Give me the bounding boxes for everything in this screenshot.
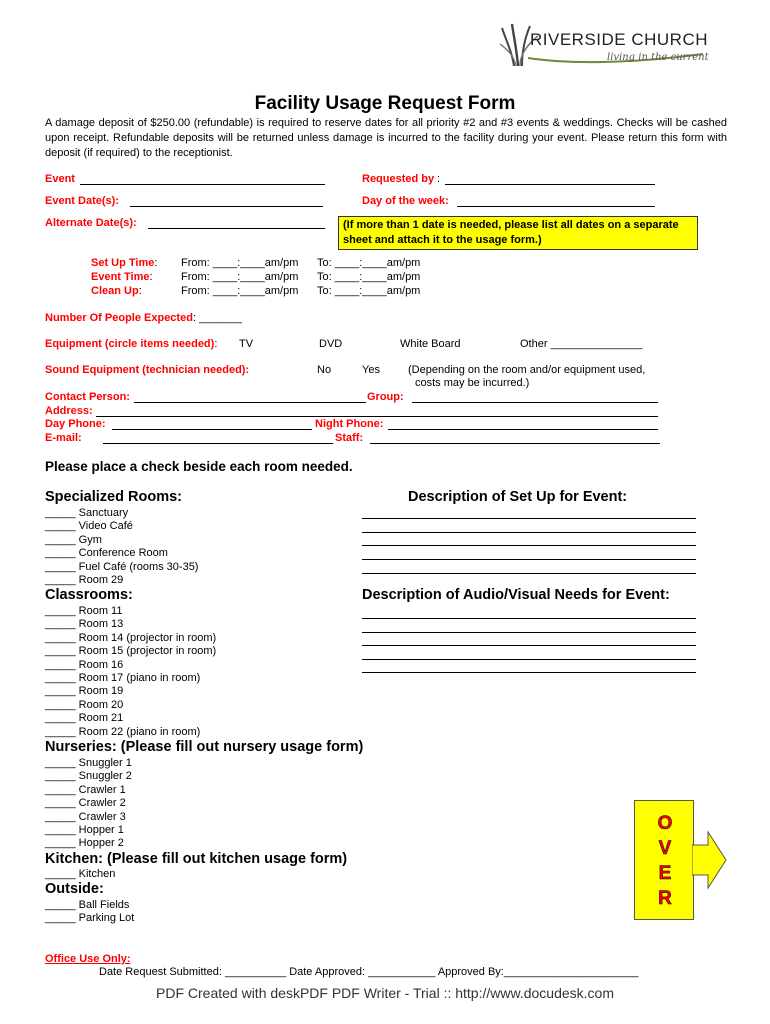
alternate-dates-input-line[interactable] bbox=[148, 228, 325, 229]
setup-line[interactable] bbox=[362, 532, 696, 533]
staff-input-line[interactable] bbox=[370, 443, 660, 444]
email-input-line[interactable] bbox=[103, 443, 333, 444]
nurseries-list bbox=[45, 757, 132, 851]
over-letter: V bbox=[658, 838, 672, 859]
av-line[interactable] bbox=[362, 618, 696, 619]
clean-up-label: Clean Up bbox=[91, 285, 139, 297]
sound-cost-note-2: costs may be incurred.) bbox=[415, 377, 530, 389]
list-item[interactable]: _____ Fuel Café (rooms 30-35) bbox=[45, 560, 199, 573]
over-letter: O bbox=[657, 813, 673, 834]
over-letter: R bbox=[658, 888, 672, 909]
contact-person-label: Contact Person bbox=[45, 391, 127, 403]
clean-up-from[interactable]: From: ____:____am/pm bbox=[181, 285, 299, 297]
list-item[interactable]: _____ Snuggler 2 bbox=[45, 770, 132, 783]
office-use-line[interactable]: Date Request Submitted: __________ Date Approved: ___________ Approved By:______________________ bbox=[99, 966, 639, 978]
av-line[interactable] bbox=[362, 632, 696, 633]
sound-yes-option[interactable]: Yes bbox=[362, 364, 380, 376]
list-item[interactable]: _____ Parking Lot bbox=[45, 912, 135, 925]
event-label: Event bbox=[45, 173, 75, 185]
av-line[interactable] bbox=[362, 659, 696, 660]
list-item[interactable]: _____ Video Café bbox=[45, 520, 133, 533]
pdf-footer: PDF Created with deskPDF PDF Writer - Trial :: http://www.docudesk.com bbox=[156, 985, 614, 1001]
equipment-dvd[interactable]: DVD bbox=[319, 338, 343, 350]
event-time-to[interactable]: To: ____:____am/pm bbox=[317, 271, 421, 283]
list-item[interactable]: _____ Room 20 bbox=[45, 698, 124, 711]
setup-time-from[interactable]: From: ____:____am/pm bbox=[181, 257, 299, 269]
day-of-week-label: Day of the week: bbox=[362, 195, 449, 207]
av-line[interactable] bbox=[362, 672, 696, 673]
setup-line[interactable] bbox=[362, 545, 696, 546]
list-item[interactable]: _____ Room 13 bbox=[45, 618, 124, 631]
event-input-line[interactable] bbox=[80, 184, 325, 185]
requested-by-input-line[interactable] bbox=[445, 184, 655, 185]
equipment-other[interactable]: Other _______________ bbox=[520, 338, 643, 350]
equipment-tv[interactable]: TV bbox=[239, 338, 254, 350]
people-expected-row[interactable]: Number Of People Expected: _______ bbox=[45, 312, 242, 324]
group-row: Group: bbox=[367, 391, 404, 403]
outside-list bbox=[45, 899, 134, 926]
address-row: Address: bbox=[45, 405, 93, 417]
address-input-line[interactable] bbox=[96, 416, 658, 417]
event-time-label: Event Time bbox=[91, 271, 150, 283]
staff-row: Staff: bbox=[335, 432, 364, 444]
alternate-dates-label: Alternate Date(s): bbox=[45, 217, 137, 229]
kitchen-heading: Kitchen: (Please fill out kitchen usage form) bbox=[45, 851, 348, 867]
event-dates-label: Event Date(s): bbox=[45, 195, 119, 207]
day-phone-label: Day Phone bbox=[45, 418, 102, 430]
kitchen-list bbox=[45, 868, 115, 881]
office-use-heading: Office Use Only: bbox=[45, 953, 131, 965]
clean-up-row: Clean Up: bbox=[91, 285, 142, 297]
outside-heading: Outside: bbox=[45, 881, 104, 897]
sound-no-option[interactable]: No bbox=[317, 364, 332, 376]
equipment-row: Equipment (circle items needed): bbox=[45, 338, 218, 350]
night-phone-input-line[interactable] bbox=[388, 429, 658, 430]
list-item[interactable]: _____ Ball Fields bbox=[45, 899, 130, 911]
classrooms-list bbox=[45, 605, 216, 739]
setup-line[interactable] bbox=[362, 559, 696, 560]
equipment-label: Equipment (circle items needed) bbox=[45, 338, 215, 350]
list-item[interactable]: _____ Sanctuary bbox=[45, 507, 129, 519]
staff-label: Staff bbox=[335, 432, 360, 444]
list-item[interactable]: _____ Room 17 (piano in room) bbox=[45, 672, 201, 685]
setup-description-heading: Description of Set Up for Event: bbox=[408, 489, 628, 505]
setup-time-row: Set Up Time: bbox=[91, 257, 158, 269]
logo-name: RIVERSIDE CHURCH bbox=[530, 30, 709, 49]
contact-person-row: Contact Person: bbox=[45, 391, 130, 403]
list-item[interactable]: _____ Snuggler 1 bbox=[45, 757, 132, 769]
over-box bbox=[634, 800, 694, 920]
setup-time-to[interactable]: To: ____:____am/pm bbox=[317, 257, 421, 269]
list-item[interactable]: _____ Kitchen bbox=[45, 868, 116, 880]
list-item[interactable]: _____ Crawler 3 bbox=[45, 810, 126, 823]
day-of-week-input-line[interactable] bbox=[457, 206, 655, 207]
form-title: Facility Usage Request Form bbox=[254, 93, 516, 114]
list-item[interactable]: _____ Room 16 bbox=[45, 658, 124, 671]
list-item[interactable]: _____ Crawler 2 bbox=[45, 797, 126, 810]
address-label: Address bbox=[45, 405, 90, 417]
list-item[interactable]: _____ Room 14 (projector in room) bbox=[45, 631, 217, 644]
list-item[interactable]: _____ Room 29 bbox=[45, 574, 124, 587]
event-time-from[interactable]: From: ____:____am/pm bbox=[181, 271, 299, 283]
alternate-dates-note: (If more than 1 date is needed, please list all dates on a separate sheet and attach it to the usage form.) bbox=[338, 216, 698, 250]
setup-line[interactable] bbox=[362, 518, 696, 519]
list-item[interactable]: _____ Room 22 (piano in room) bbox=[45, 725, 201, 738]
day-phone-row: Day Phone: bbox=[45, 418, 106, 430]
list-item[interactable]: _____ Conference Room bbox=[45, 547, 168, 560]
setup-line[interactable] bbox=[362, 573, 696, 574]
email-label: E-mail bbox=[45, 432, 79, 444]
av-description-heading: Description of Audio/Visual Needs for Event: bbox=[362, 587, 670, 603]
equipment-whiteboard[interactable]: White Board bbox=[400, 338, 461, 350]
classrooms-heading: Classrooms: bbox=[45, 587, 133, 603]
day-phone-input-line[interactable] bbox=[112, 429, 312, 430]
group-label: Group bbox=[367, 391, 400, 403]
people-expected-label: Number Of People Expected bbox=[45, 312, 193, 324]
requested-by-label: Requested by bbox=[362, 173, 435, 185]
list-item[interactable]: _____ Room 19 bbox=[45, 685, 124, 698]
list-item[interactable]: _____ Gym bbox=[45, 533, 102, 546]
group-input-line[interactable] bbox=[412, 402, 658, 403]
nurseries-heading: Nurseries: (Please fill out nursery usage form) bbox=[45, 739, 364, 755]
setup-time-label: Set Up Time bbox=[91, 257, 155, 269]
list-item[interactable]: _____ Room 11 bbox=[45, 605, 123, 617]
contact-person-input-line[interactable] bbox=[134, 402, 366, 403]
list-item[interactable]: _____ Hopper 1 bbox=[45, 824, 124, 837]
night-phone-label: Night Phone bbox=[315, 418, 380, 430]
event-time-row: Event Time: bbox=[91, 271, 153, 283]
logo-tagline: living in the current bbox=[607, 52, 709, 63]
specialized-rooms-list bbox=[45, 507, 198, 587]
event-dates-input-line[interactable] bbox=[130, 206, 323, 207]
av-line[interactable] bbox=[362, 645, 696, 646]
specialized-rooms-heading: Specialized Rooms: bbox=[45, 489, 182, 505]
night-phone-row: Night Phone: bbox=[315, 418, 384, 430]
clean-up-to[interactable]: To: ____:____am/pm bbox=[317, 285, 421, 297]
church-logo bbox=[500, 22, 709, 68]
check-instruction: Please place a check beside each room needed. bbox=[45, 459, 353, 474]
requested-by-colon: : bbox=[437, 173, 441, 185]
email-row: E-mail: bbox=[45, 432, 82, 444]
right-arrow-icon bbox=[692, 830, 728, 890]
over-letter: E bbox=[658, 863, 672, 884]
list-item[interactable]: _____ Crawler 1 bbox=[45, 783, 126, 796]
list-item[interactable]: _____ Room 15 (projector in room) bbox=[45, 645, 217, 658]
sound-cost-note-1: (Depending on the room and/or equipment used, bbox=[408, 364, 646, 376]
list-item[interactable]: _____ Hopper 2 bbox=[45, 837, 124, 850]
intro-text: A damage deposit of $250.00 (refundable) is required to reserve dates for all priority #2 and #3 events & weddings. Checks will be cashed upon receipt. Refundable deposits will be returned unless damage is incurred to the facility during your event. Please return this form with deposit (if required) to the receptionist. bbox=[45, 117, 727, 159]
sound-equipment-label: Sound Equipment (technician needed): bbox=[45, 364, 250, 376]
list-item[interactable]: _____ Room 21 bbox=[45, 712, 124, 725]
